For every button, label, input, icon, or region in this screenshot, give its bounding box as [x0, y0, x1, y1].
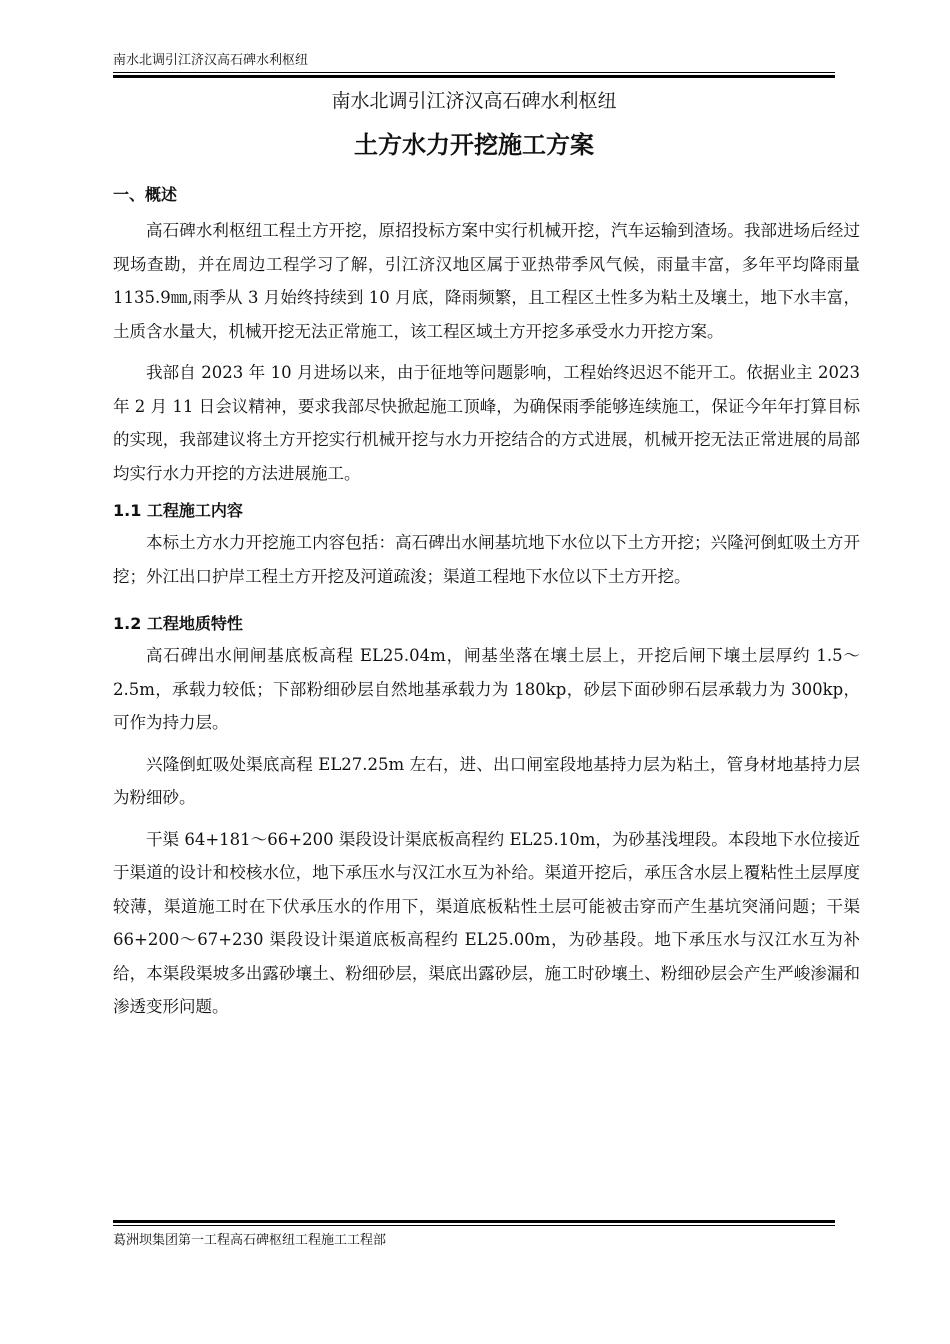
- header-text: 南水北调引江济汉高石碑水利枢纽: [113, 53, 309, 68]
- document-body: [113, 182, 860, 1032]
- footer-rule-thick: [113, 1220, 835, 1223]
- s11-paragraph-1: 本标土方水力开挖施工内容包括：高石碑出水闸基坑地下水位以下土方开挖；兴隆河倒虹吸土方开挖；外江出口护岸工程土方开挖及河道疏浚；渠道工程地下水位以下土方开挖。: [113, 533, 860, 586]
- s12-paragraph-3: 干渠 64+181～66+200 渠段设计渠底板高程约 EL25.10m，为砂基浅埋段。本段地下水位接近于渠道的设计和校核水位，地下承压水与汉江水互为补给。渠道开挖后，承压含水层上覆粘性土层厚度较薄，渠道施工时在下伏承压水的作用下，渠道底板粘性土层可能被击穿而产生基坑突涌问题；干渠 66+200～67+230 渠段设计渠道底板高程约 EL25.00m，为砂基段。地下承压水与汉江水互为补给，本渠段渠坡多出露砂壤土、粉细砂层，渠底出露砂层，施工时砂壤土、粉细砂层会产生严峻渗漏和渗透变形问题。: [113, 829, 860, 1016]
- section-heading-overview: 一、概述: [113, 185, 178, 204]
- s12-paragraph-1: 高石碑出水闸闸基底板高程 EL25.04m，闸基坐落在壤土层上，开挖后闸下壤土层厚约 1.5～2.5m，承载力较低；下部粉细砂层自然地基承载力为 180kp，砂层下面砂卵石层承载力为 300kp，可作为持力层。: [113, 646, 860, 732]
- footer-rule-thin: [113, 1225, 835, 1226]
- header-rule-thick: [113, 75, 835, 78]
- section-heading-1-1: 1.1 工程施工内容: [113, 501, 243, 520]
- document-title-line1: 南水北调引江济汉高石碑水利枢纽: [331, 90, 617, 112]
- header-rule-thin: [113, 72, 835, 73]
- section-heading-1-2: 1.2 工程地质特性: [113, 614, 243, 633]
- overview-paragraph-2: 我部自 2023 年 10 月进场以来，由于征地等问题影响，工程始终迟迟不能开工。依据业主 2023 年 2 月 11 日会议精神，要求我部尽快掀起施工顶峰，为确保雨季能够连续施工，保证今年年打算目标的实现，我部建议将土方开挖实行机械开挖与水力开挖结合的方式进展，机械开挖无法正常进展的局部均实行水力开挖的方法进展施工。: [113, 363, 860, 483]
- page-header: [113, 52, 835, 78]
- s12-paragraph-2: 兴隆倒虹吸处渠底高程 EL27.25m 左右，进、出口闸室段地基持力层为粘土，管身材地基持力层为粉细砂。: [113, 754, 860, 807]
- overview-paragraph-1: 高石碑水利枢纽工程土方开挖，原招投标方案中实行机械开挖，汽车运输到渣场。我部进场后经过现场查勘，并在周边工程学习了解，引江济汉地区属于亚热带季风气候，雨量丰富，多年平均降雨量1135.9㎜,雨季从 3 月始终持续到 10 月底，降雨频繁，且工程区土性多为粘土及壤土，地下水丰富，土质含水量大，机械开挖无法正常施工，该工程区域土方开挖多承受水力开挖方案。: [113, 221, 860, 341]
- footer-text: 葛洲坝集团第一工程高石碑枢纽工程施工工程部: [113, 1233, 387, 1248]
- document-title-line2: 土方水力开挖施工方案: [354, 131, 594, 159]
- page-footer: [113, 1220, 835, 1250]
